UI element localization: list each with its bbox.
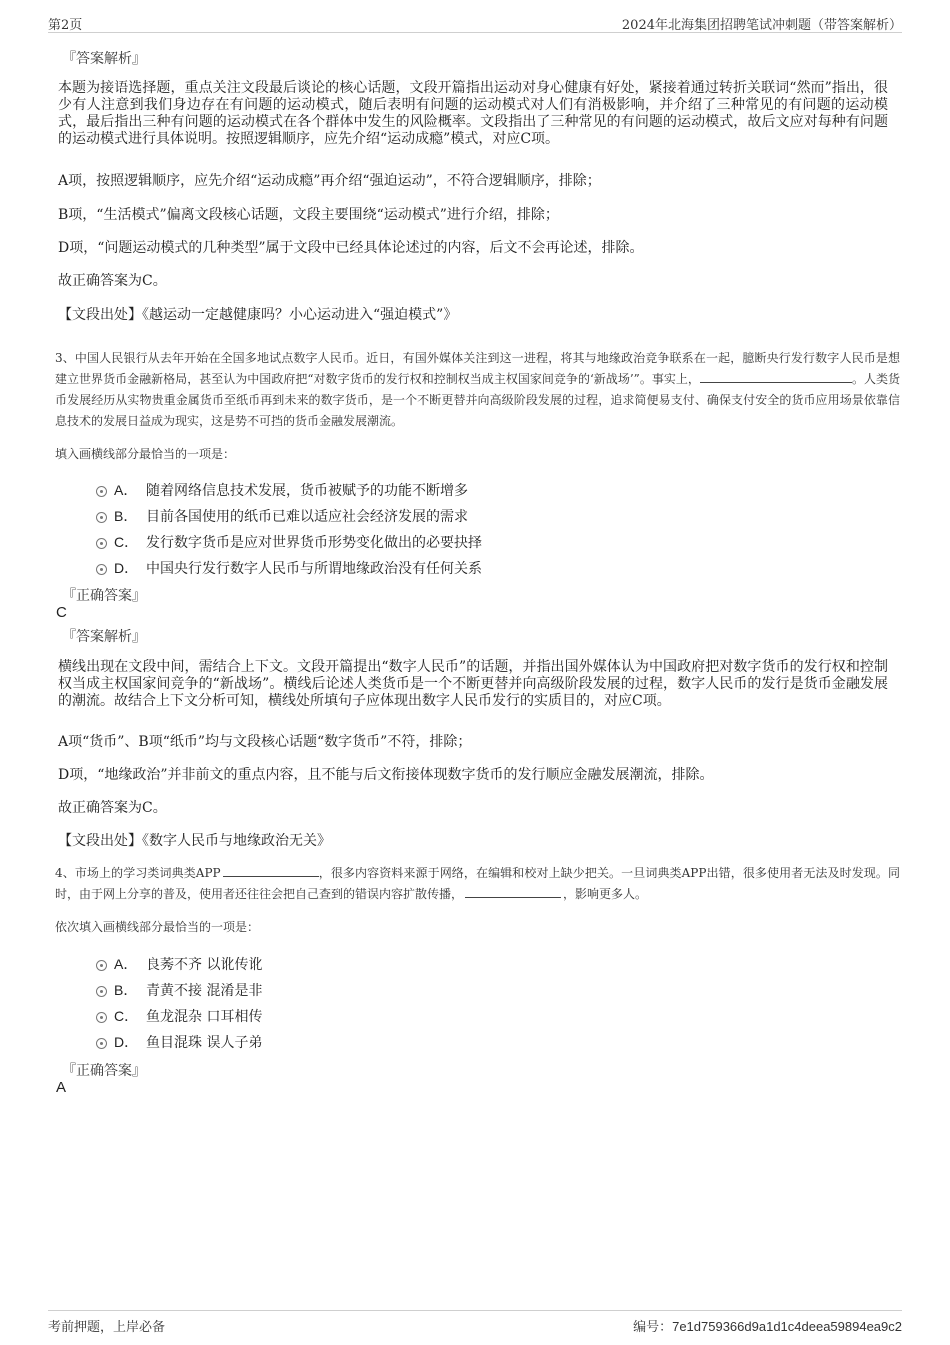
option-text: 良莠不齐 以讹传讹: [146, 957, 263, 973]
q4-stem-part2: ，很多内容资料来源于网络，在编辑和校对上缺少把关。一旦词典类APP出错，很多使用者无法及时发现。同时，由于网上分享的普及，使用者还往往会把自己查到的错误内容扩散传播，: [55, 866, 900, 901]
option-text: 鱼目混珠 误人子弟: [146, 1035, 263, 1051]
radio-icon[interactable]: [96, 564, 107, 575]
option-text: 青黄不接 混淆是非: [146, 983, 263, 999]
radio-icon[interactable]: [96, 538, 107, 549]
option-text: 目前各国使用的纸币已难以适应社会经济发展的需求: [146, 509, 468, 525]
page-footer: [48, 1310, 902, 1333]
page-number: 第2页: [48, 18, 83, 33]
q4-stem-part1: 4、市场上的学习类词典类APP: [55, 866, 221, 880]
q3-analysis-label: 『答案解析』: [62, 629, 146, 645]
option-letter: C．: [114, 534, 139, 550]
option-letter: A．: [114, 482, 138, 498]
q3-answer-label: 『正确答案』: [62, 588, 146, 604]
q2-source: 【文段出处】《越运动一定越健康吗？小心运动进入“强迫模式”》: [58, 307, 458, 323]
q4-blank-1: [223, 864, 319, 877]
q2-analysis-option-a: A项，按照逻辑顺序，应先介绍“运动成瘾”再介绍“强迫运动”，不符合逻辑顺序，排除；: [58, 173, 601, 189]
page-header: [48, 12, 902, 33]
radio-icon[interactable]: [96, 512, 107, 523]
option-text: 中国央行发行数字人民币与所谓地缘政治没有任何关系: [146, 561, 482, 577]
q4-instruction: 依次填入画横线部分最恰当的一项是：: [55, 920, 260, 934]
option-text: 鱼龙混杂 口耳相传: [146, 1009, 263, 1025]
q3-answer: C: [56, 604, 67, 621]
q2-analysis-option-b: B项，“生活模式”偏离文段核心话题，文段主要围绕“运动模式”进行介绍，排除；: [58, 207, 559, 223]
footer-serial-label: 编号：: [633, 1320, 673, 1335]
option-letter: B．: [114, 982, 138, 998]
option-letter: B．: [114, 508, 138, 524]
q2-analysis-option-d: D项，“问题运动模式的几种类型”属于文段中已经具体论述过的内容，后文不会再论述，排除。: [58, 240, 644, 256]
footer-slogan: 考前押题，上岸必备: [48, 1320, 166, 1335]
q4-answer-label: 『正确答案』: [62, 1063, 146, 1079]
option-letter: A．: [114, 956, 138, 972]
radio-icon[interactable]: [96, 986, 107, 997]
q3-stem-part2: 。人类货币发展经历从实物贵重金属货币至纸币再到未来的数字货币，是一个不断更替并向高级阶段发展的过程，追求简便易支付、确保支付安全的货币应用场景依靠信息技术的发展日益成为现实，这是势不可挡的货币金融发展潮流。: [55, 372, 900, 428]
radio-icon[interactable]: [96, 1012, 107, 1023]
q3-source: 【文段出处】《数字人民币与地缘政治无关》: [58, 833, 331, 849]
q3-analysis-option-d: D项，“地缘政治”并非前文的重点内容，且不能与后文衔接体现数字货币的发行顺应金融发展潮流，排除。: [58, 767, 714, 783]
q3-stem-part1: 3、中国人民银行从去年开始在全国多地试点数字人民币。近日，有国外媒体关注到这一进程，将其与地缘政治竞争联系在一起，臆断央行发行数字人民币是想建立世界货币金融新格局，甚至认为中国政府把“对数字货币的发行权和控制权当成主权国家间竞争的‘新战场’”。事实上，: [55, 351, 900, 386]
footer-serial-code: 7e1d759366d9a1d1c4deea59894ea9c2: [672, 1319, 902, 1334]
option-text: 随着网络信息技术发展，货币被赋予的功能不断增多: [146, 483, 468, 499]
footer-serial: [633, 1316, 902, 1335]
q3-stem: [55, 348, 900, 432]
q3-analysis-option-ab: A项“货币”、B项“纸币”均与文段核心话题“数字货币”不符，排除；: [58, 734, 472, 750]
q4-stem-part3: ，影响更多人。: [563, 887, 648, 901]
option-text: 发行数字货币是应对世界货币形势变化做出的必要抉择: [146, 535, 482, 551]
document-title: 2024年北海集团招聘笔试冲刺题（带答案解析）: [621, 18, 902, 33]
q3-analysis-text: 横线出现在文段中间，需结合上下文。文段开篇提出“数字人民币”的话题，并指出国外媒体认为中国政府把对数字货币的发行权和控制权当成主权国家间竞争的“新战场”。横线后论述人类货币是一个不断更替并向高级阶段发展的过程，数字人民币的发行是货币金融发展的潮流。故结合上下文分析可知，横线处所填句子应体现出数字人民币发行的实质目的，对应C项。: [58, 659, 888, 709]
q2-analysis-label: 『答案解析』: [62, 51, 146, 67]
radio-icon[interactable]: [96, 486, 107, 497]
q2-conclusion: 故正确答案为C。: [58, 273, 167, 289]
q4-blank-2: [465, 885, 561, 898]
radio-icon[interactable]: [96, 960, 107, 971]
radio-icon[interactable]: [96, 1038, 107, 1049]
q2-analysis-text: 本题为接语选择题，重点关注文段最后谈论的核心话题，文段开篇指出运动对身心健康有好处，紧接着通过转折关联词“然而”指出，很少有人注意到我们身边存在有问题的运动模式，随后表明有问题的运动模式对人们有消极影响，并介绍了三种常见的有问题的运动模式，最后指出三种有问题的运动模式在各个群体中发生的风险概率。文段指出了三种常见的有问题的运动模式，故后文应对每种有问题的运动模式进行具体说明。按照逻辑顺序，应先介绍“运动成瘾”模式，对应C项。: [58, 80, 888, 147]
q3-conclusion: 故正确答案为C。: [58, 800, 167, 816]
option-letter: D．: [114, 560, 139, 576]
option-letter: C．: [114, 1008, 139, 1024]
option-letter: D．: [114, 1034, 139, 1050]
q4-stem: [55, 863, 900, 905]
q3-instruction: 填入画横线部分最恰当的一项是：: [55, 447, 236, 461]
q4-answer: A: [56, 1079, 67, 1096]
q3-blank: [700, 370, 852, 383]
